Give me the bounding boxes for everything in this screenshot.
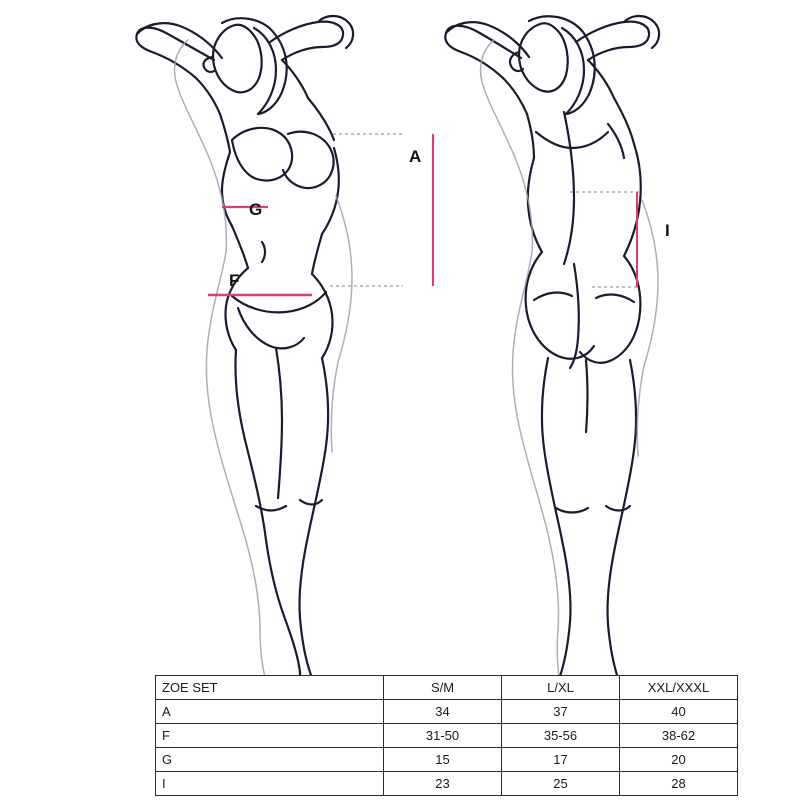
cell-g-xxl: 20 — [620, 748, 738, 772]
table-row — [156, 700, 738, 724]
row-label-g: G — [156, 748, 384, 772]
table-header-sm: S/M — [384, 676, 502, 700]
back-head-outline — [519, 23, 568, 91]
table-row — [156, 724, 738, 748]
marker-label-i: I — [665, 221, 670, 240]
row-label-f: F — [156, 724, 384, 748]
table-header-lxl: L/XL — [502, 676, 620, 700]
measure-guide-i — [570, 192, 640, 287]
cell-i-sm: 23 — [384, 772, 502, 796]
back-spine-line — [564, 112, 574, 264]
marker-label-f: F — [229, 271, 240, 290]
table-header-xxl: XXL/XXXL — [620, 676, 738, 700]
marker-label-g: G — [249, 200, 263, 219]
front-head-outline — [213, 25, 262, 93]
cell-a-lxl: 37 — [502, 700, 620, 724]
cell-g-lxl: 17 — [502, 748, 620, 772]
row-label-a: A — [156, 700, 384, 724]
table-header-row — [156, 676, 738, 700]
back-gluteal-cleft — [570, 264, 579, 368]
cell-f-lxl: 35-56 — [502, 724, 620, 748]
cell-i-xxl: 28 — [620, 772, 738, 796]
cell-i-lxl: 25 — [502, 772, 620, 796]
table-header-name: ZOE SET — [156, 676, 384, 700]
cell-g-sm: 15 — [384, 748, 502, 772]
cell-a-xxl: 40 — [620, 700, 738, 724]
cell-f-xxl: 38-62 — [620, 724, 738, 748]
table-row — [156, 772, 738, 796]
marker-label-a: A — [409, 147, 422, 166]
cell-a-sm: 34 — [384, 700, 502, 724]
cell-f-sm: 31-50 — [384, 724, 502, 748]
size-table — [155, 675, 738, 796]
table-row — [156, 748, 738, 772]
row-label-i: I — [156, 772, 384, 796]
